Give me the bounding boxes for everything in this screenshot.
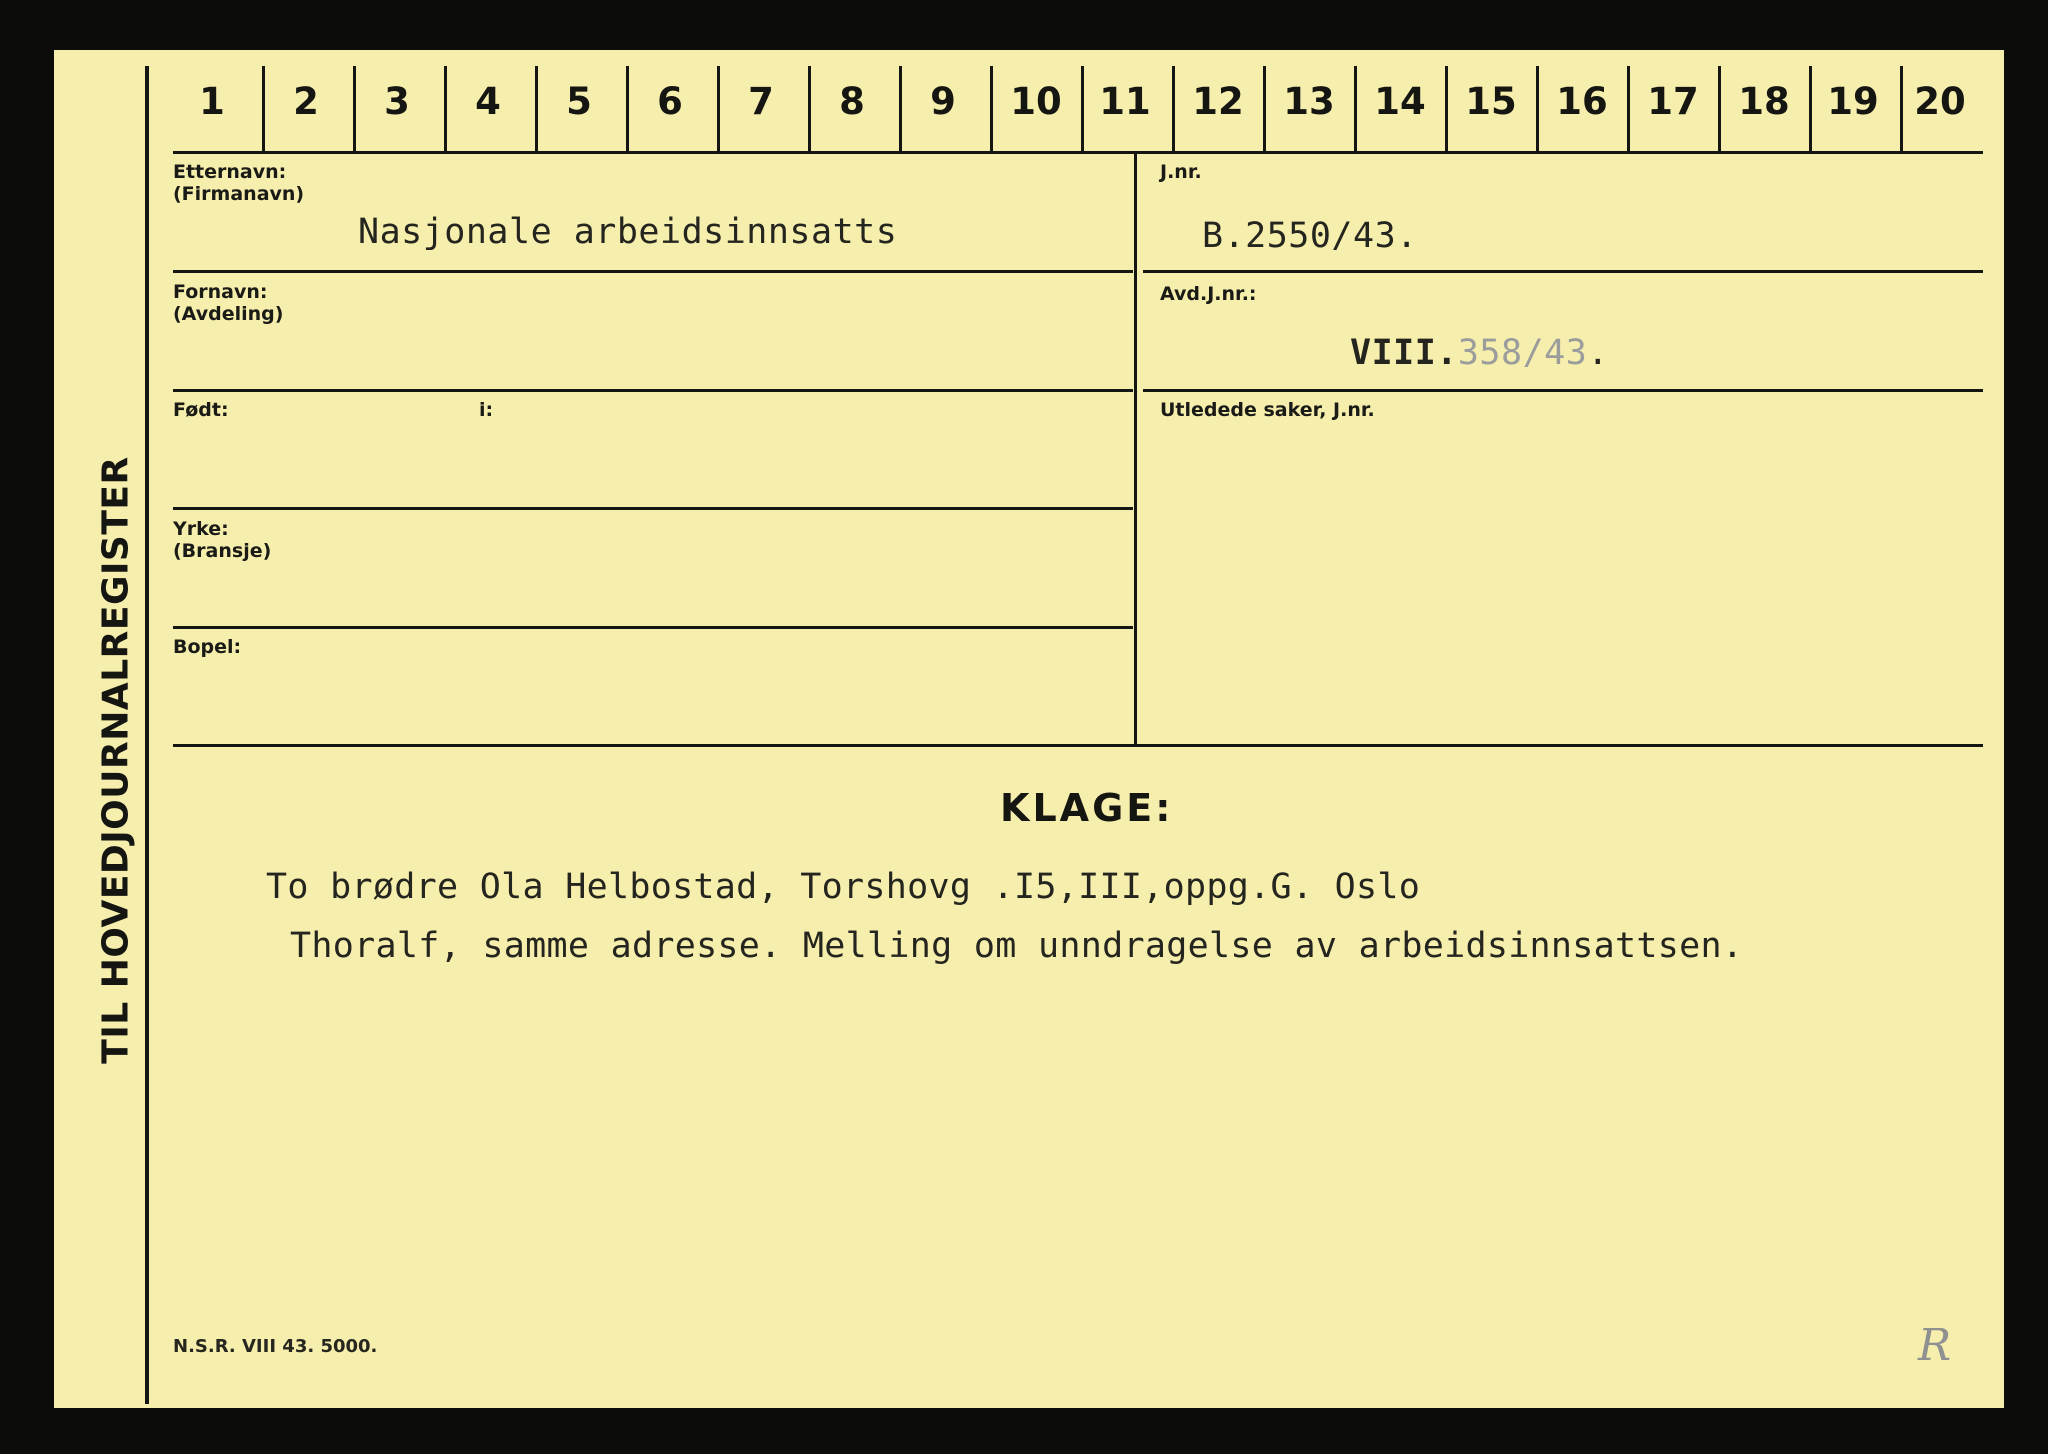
- column-number: 3: [384, 80, 410, 123]
- middle-divider-line: [1134, 152, 1137, 745]
- yrke-label-line1: Yrke:: [173, 518, 229, 540]
- column-number: 11: [1099, 80, 1151, 123]
- avd-jnr-value: [1350, 333, 1609, 373]
- column-number: 13: [1283, 80, 1335, 123]
- avd-jnr-value-faint: 358/43: [1457, 333, 1588, 373]
- bopel-label: Bopel:: [173, 636, 242, 658]
- column-number: 12: [1192, 80, 1244, 123]
- column-number: 19: [1827, 80, 1879, 123]
- row-divider-right: [1143, 389, 1983, 392]
- column-number: 6: [657, 80, 683, 123]
- klage-line-2: Thoralf, samme adresse. Melling om unndragelse av arbeidsinnsattsen.: [290, 926, 1744, 966]
- header-divider: [1627, 66, 1630, 152]
- etternavn-value: Nasjonale arbeidsinnsatts: [358, 212, 898, 252]
- column-number: 5: [566, 80, 592, 123]
- header-divider: [262, 66, 265, 152]
- column-number: 10: [1010, 80, 1062, 123]
- header-divider: [1172, 66, 1175, 152]
- etternavn-label-line2: (Firmanavn): [173, 183, 305, 205]
- header-divider: [535, 66, 538, 152]
- header-divider: [1809, 66, 1812, 152]
- column-number: 4: [475, 80, 501, 123]
- column-number: 7: [748, 80, 774, 123]
- avd-jnr-value-end: .: [1587, 333, 1609, 373]
- header-bottom-line: [173, 151, 1983, 154]
- row-divider-left: [173, 626, 1133, 629]
- klage-heading: KLAGE:: [1000, 786, 1174, 830]
- header-divider: [1445, 66, 1448, 152]
- avd-jnr-value-main: VIII.: [1350, 333, 1458, 373]
- header-divider: [1536, 66, 1539, 152]
- column-number: 16: [1556, 80, 1608, 123]
- row-divider-left: [173, 270, 1133, 273]
- header-divider: [990, 66, 993, 152]
- column-number: 8: [839, 80, 865, 123]
- klage-line-1: To brødre Ola Helbostad, Torshovg .I5,III,oppg.G. Oslo: [266, 867, 1421, 907]
- jnr-value: B.2550/43.: [1202, 216, 1418, 256]
- header-divider: [1354, 66, 1357, 152]
- left-border-line: [145, 66, 149, 1404]
- header-divider: [1263, 66, 1266, 152]
- avd-jnr-label: Avd.J.nr.:: [1160, 283, 1257, 305]
- print-footer: N.S.R. VIII 43. 5000.: [173, 1336, 378, 1357]
- row-divider-left: [173, 389, 1133, 392]
- column-number: 17: [1647, 80, 1699, 123]
- column-number: 1: [199, 80, 225, 123]
- column-number: 18: [1738, 80, 1790, 123]
- fornavn-label: [173, 281, 283, 325]
- row-divider-right: [1143, 270, 1983, 273]
- header-divider: [808, 66, 811, 152]
- section-bottom-line: [173, 744, 1983, 747]
- header-divider: [353, 66, 356, 152]
- corner-mark: R: [1918, 1320, 1952, 1371]
- register-card: [54, 50, 2004, 1408]
- etternavn-label-line1: Etternavn:: [173, 161, 287, 183]
- header-divider: [717, 66, 720, 152]
- side-title: TIL HOVEDJOURNALREGISTER: [95, 456, 137, 1064]
- header-divider: [626, 66, 629, 152]
- column-number: 15: [1465, 80, 1517, 123]
- fodt-label: Født:: [173, 399, 229, 421]
- header-divider: [1900, 66, 1903, 152]
- column-number: 20: [1914, 80, 1966, 123]
- header-divider: [899, 66, 902, 152]
- utledede-label: Utledede saker, J.nr.: [1160, 399, 1375, 421]
- header-divider: [1081, 66, 1084, 152]
- header-divider: [444, 66, 447, 152]
- fornavn-label-line1: Fornavn:: [173, 281, 268, 303]
- yrke-label-line2: (Bransje): [173, 540, 272, 562]
- fornavn-label-line2: (Avdeling): [173, 303, 284, 325]
- header-divider: [1718, 66, 1721, 152]
- row-divider-left: [173, 507, 1133, 510]
- etternavn-label: [173, 161, 304, 205]
- fodt-i-label: i:: [479, 399, 494, 421]
- jnr-label: J.nr.: [1160, 161, 1202, 183]
- column-number: 9: [930, 80, 956, 123]
- column-number: 14: [1374, 80, 1426, 123]
- column-number: 2: [293, 80, 319, 123]
- yrke-label: [173, 518, 271, 562]
